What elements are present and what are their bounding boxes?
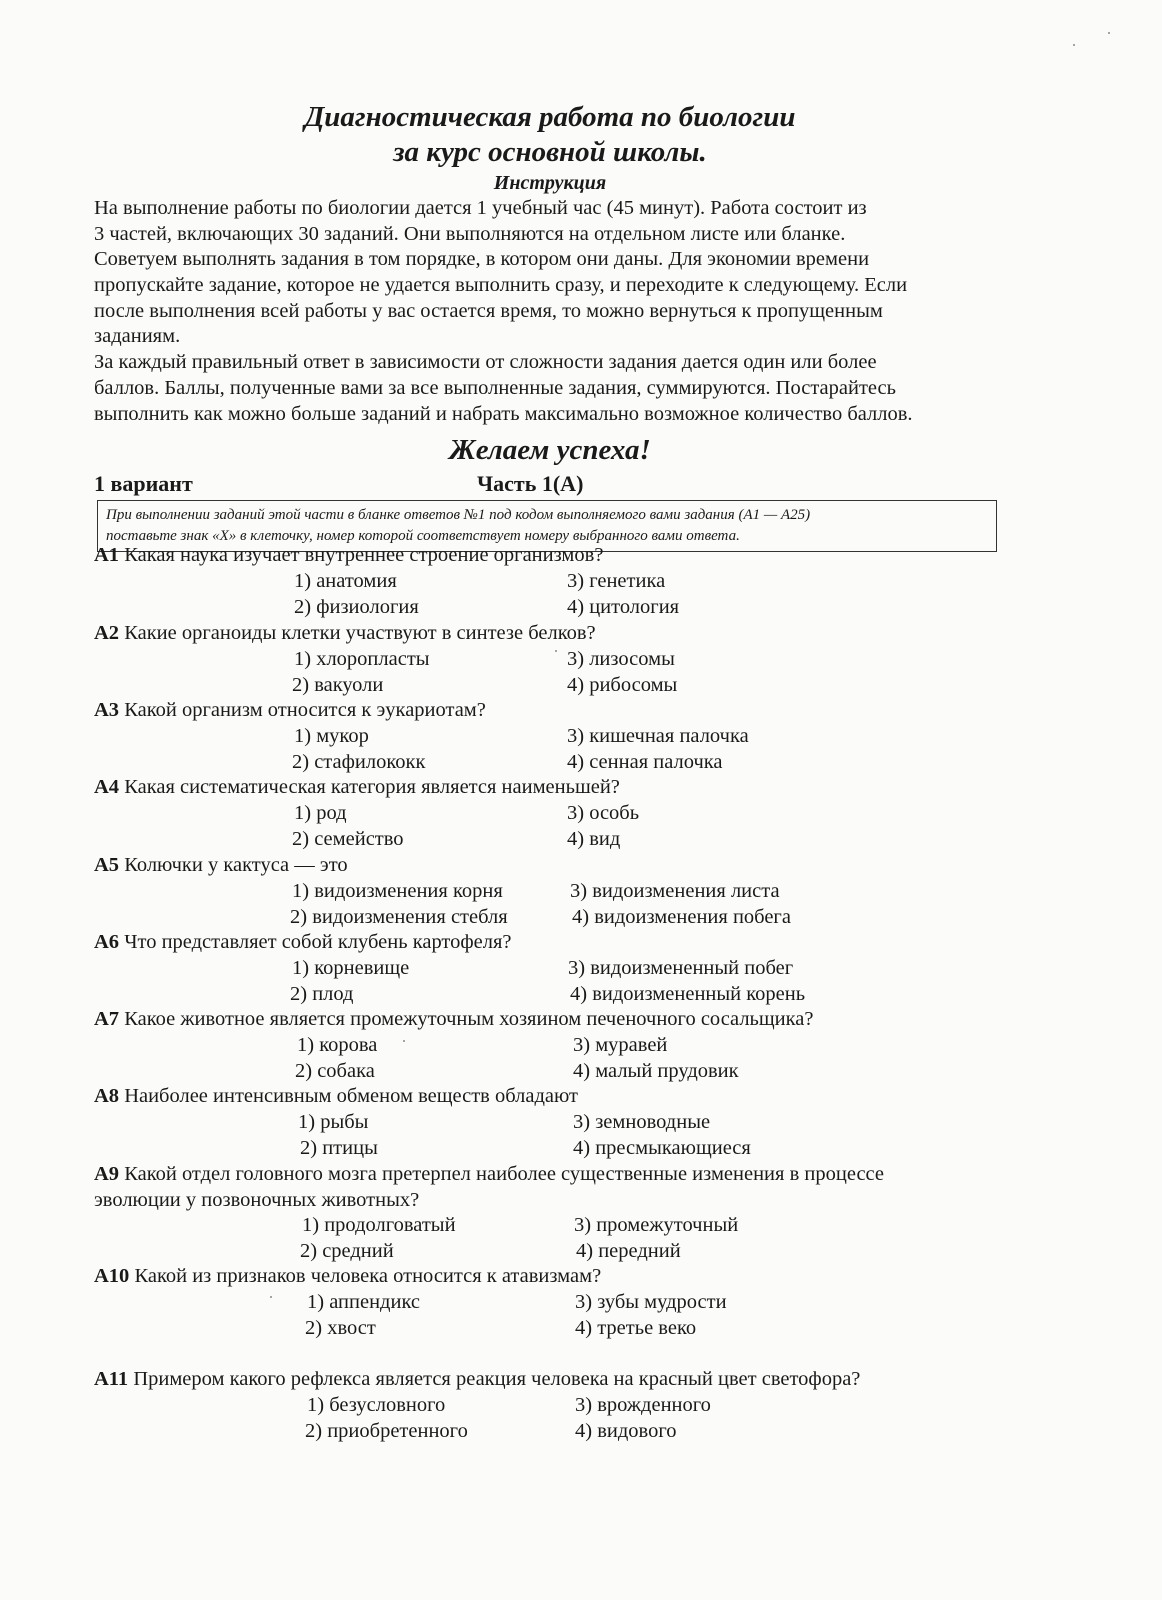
- answer-option: 1) безусловного: [307, 1394, 446, 1416]
- question-number: А11: [94, 1368, 129, 1390]
- answer-option: 4) пресмыкающиеся: [573, 1137, 751, 1159]
- answer-option: 4) сенная палочка: [567, 751, 723, 773]
- answer-option: 1) корневище: [292, 957, 410, 979]
- question-number: А10: [94, 1265, 130, 1287]
- question-text: Какое животное является промежуточным хозяином печеночного сосальщика?: [124, 1008, 814, 1030]
- answer-option: 1) продолговатый: [302, 1214, 456, 1236]
- answer-option: 2) собака: [295, 1060, 375, 1082]
- answer-option: 3) генетика: [567, 570, 666, 592]
- question-number: А9: [94, 1163, 120, 1185]
- answer-option: 4) видового: [575, 1420, 677, 1442]
- question-text: Какая систематическая категория является наименьшей?: [124, 776, 620, 798]
- answer-option: 4) передний: [576, 1240, 681, 1262]
- variant-label: 1 вариант: [94, 471, 193, 496]
- answer-option: 2) птицы: [300, 1137, 378, 1159]
- question-text: Какой организм относится к эукариотам?: [124, 699, 486, 721]
- question-number: А8: [94, 1085, 120, 1107]
- answer-option: 4) третье веко: [575, 1317, 697, 1339]
- question: [94, 1083, 1024, 1109]
- question: [94, 542, 1024, 568]
- question: [94, 774, 1024, 800]
- document-title-line2: за курс основной школы.: [393, 136, 707, 168]
- question-text: Колючки у кактуса — это: [124, 854, 348, 876]
- answer-option: 3) земноводные: [573, 1111, 711, 1133]
- answer-option: 3) промежуточный: [574, 1214, 739, 1236]
- scan-speck: [403, 1040, 405, 1042]
- answer-option: 3) видоизменения листа: [570, 880, 780, 902]
- answer-option: 2) видоизменения стебля: [290, 906, 508, 928]
- question-number: А5: [94, 854, 120, 876]
- answer-option: 2) физиология: [294, 596, 419, 618]
- scan-speck: [270, 1296, 272, 1298]
- question-number: А1: [94, 544, 120, 566]
- answer-option: 3) лизосомы: [567, 648, 675, 670]
- question: [94, 852, 1024, 878]
- answer-option: 1) видоизменения корня: [292, 880, 503, 902]
- answer-option: 4) малый прудовик: [573, 1060, 739, 1082]
- good-luck-heading: Желаем успеха!: [449, 434, 651, 466]
- answer-option: 4) видоизмененный корень: [570, 983, 806, 1005]
- document-title-line1: Диагностическая работа по биологии: [304, 101, 796, 133]
- answer-option: 4) цитология: [567, 596, 680, 618]
- answer-option: 2) стафилококк: [292, 751, 426, 773]
- question-number: А7: [94, 1008, 120, 1030]
- question-text: Какие органоиды клетки участвуют в синтезе белков?: [124, 622, 596, 644]
- scan-speck: [1108, 32, 1110, 34]
- answer-option: 1) род: [294, 802, 347, 824]
- question: [94, 1006, 1024, 1032]
- answer-option: 1) рыбы: [298, 1111, 369, 1133]
- answer-option: 3) кишечная палочка: [567, 725, 749, 747]
- answer-option: 2) плод: [290, 983, 354, 1005]
- answer-option: 2) средний: [300, 1240, 394, 1262]
- answer-option: 3) муравей: [573, 1034, 668, 1056]
- answer-option: 3) врожденного: [575, 1394, 711, 1416]
- instruction-paragraph-1: На выполнение работы по биологии дается 1 учебный час (45 минут). Работа состоит из 3 частей, включающих 30 заданий. Они выполняются на отдельном листе или бланке.: [94, 197, 867, 245]
- question-text: Какая наука изучает внутреннее строение организмов?: [124, 544, 604, 566]
- question: [94, 1161, 1024, 1213]
- answer-option: 2) приобретенного: [305, 1420, 468, 1442]
- answer-option: 4) вид: [567, 828, 621, 850]
- question: [94, 929, 1024, 955]
- instruction-heading: Инструкция: [493, 172, 607, 194]
- question: [94, 697, 1024, 723]
- answer-option: 1) анатомия: [294, 570, 397, 592]
- answer-option: 3) особь: [567, 802, 640, 824]
- question-number: А3: [94, 699, 120, 721]
- question-text: Примером какого рефлекса является реакция человека на красный цвет светофора?: [133, 1368, 861, 1390]
- answer-option: 1) хлоропласты: [294, 648, 430, 670]
- question: [94, 1263, 1024, 1289]
- instruction-paragraph-2: Советуем выполнять задания в том порядке, в котором они даны. Для экономии времени пропускайте задание, которое не удается выполнить сразу, и переходите к следующему. Если после выполнения всей работы у вас остается время, то можно вернуться к пропущенным заданиям.: [94, 248, 908, 348]
- scan-speck: [555, 650, 557, 652]
- instruction-paragraph-3: За каждый правильный ответ в зависимости от сложности задания дается один или более баллов. Баллы, полученные вами за все выполненные задания, суммируются. Постарайтесь выполнить как можно больше заданий и набрать максимально возможное количество баллов.: [94, 351, 913, 425]
- answer-option: 3) зубы мудрости: [575, 1291, 727, 1313]
- answer-option: 1) мукор: [294, 725, 369, 747]
- answer-option: 1) аппендикс: [307, 1291, 420, 1313]
- part-label: Часть 1(А): [477, 471, 584, 496]
- question-number: А2: [94, 622, 120, 644]
- question-text: Наиболее интенсивным обменом веществ обладают: [124, 1085, 579, 1107]
- question: [94, 1366, 1024, 1392]
- scan-speck: [1073, 44, 1075, 46]
- question-number: А4: [94, 776, 120, 798]
- answer-option: 2) семейство: [292, 828, 404, 850]
- question-number: А6: [94, 931, 120, 953]
- answer-option: 3) видоизмененный побег: [568, 957, 794, 979]
- answer-option: 2) хвост: [305, 1317, 376, 1339]
- question-text: Что представляет собой клубень картофеля?: [124, 931, 512, 953]
- question: [94, 620, 1024, 646]
- answer-option: 4) рибосомы: [567, 674, 678, 696]
- answer-option: 1) корова: [297, 1034, 378, 1056]
- question-text: Какой из признаков человека относится к атавизмам?: [134, 1265, 602, 1287]
- question-text: Какой отдел головного мозга претерпел наиболее существенные изменения в процессе эволюции у позвоночных животных?: [94, 1163, 884, 1211]
- instruction-note-box: При выполнении заданий этой части в бланке ответов №1 под кодом выполняемого вами задания (А1 — А25) поставьте знак «Х» в клеточку, номер которой соответствует номеру выбранного вами ответа.: [97, 500, 997, 552]
- answer-option: 4) видоизменения побега: [572, 906, 791, 928]
- answer-option: 2) вакуоли: [292, 674, 384, 696]
